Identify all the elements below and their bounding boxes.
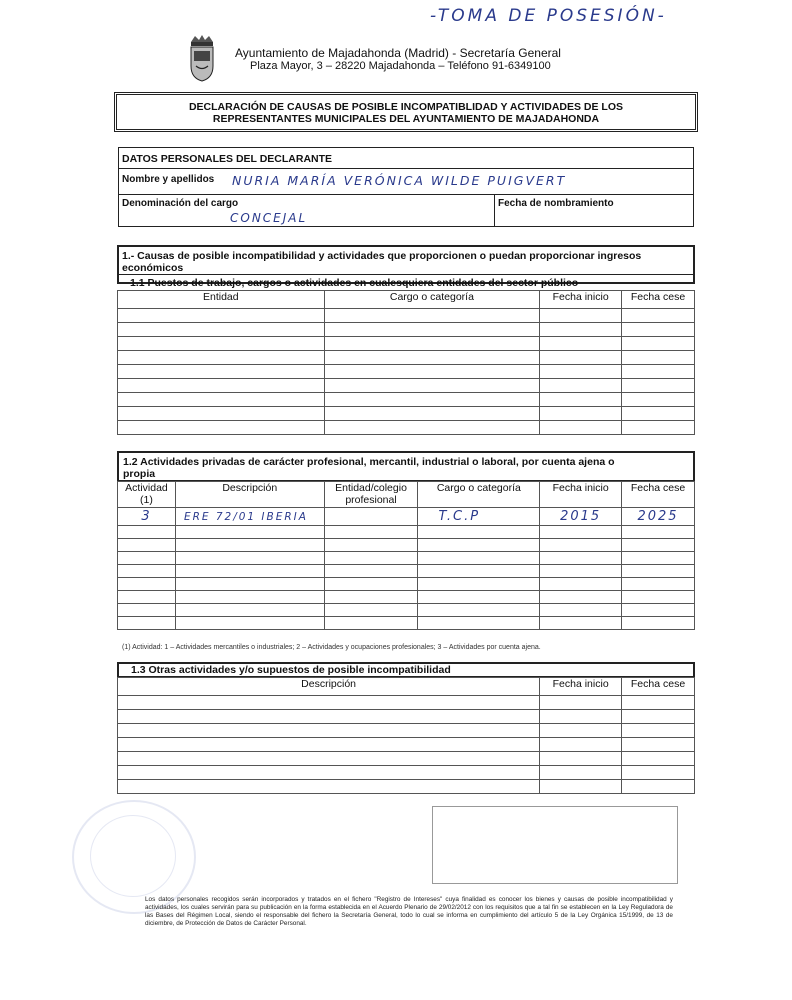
- section11-title-divider: [117, 274, 695, 275]
- header-line-2: Plaza Mayor, 3 – 28220 Majadahonda – Teléfono 91-6349100: [250, 60, 551, 72]
- section11-subtitle: 1.1 Puestos de trabajo, cargos o actividades en cualesquiera entidades del sector público: [130, 277, 579, 289]
- row1-inicio: 2015: [540, 508, 622, 526]
- table-row: [118, 766, 695, 780]
- doc-title-line-2: REPRESENTANTES MUNICIPALES DEL AYUNTAMIENTO DE MAJADAHONDA: [212, 113, 600, 125]
- table-row: [118, 365, 695, 379]
- section1-title-line-2: económicos: [122, 262, 184, 274]
- row1-cargo: T.C.P: [418, 508, 540, 526]
- col-header-cargo: Cargo o categoría: [418, 482, 540, 508]
- table-row: [118, 421, 695, 435]
- table-row: [118, 539, 695, 552]
- personal-name-divider: [118, 194, 694, 195]
- coat-of-arms-icon: [186, 34, 218, 82]
- table-row: [118, 678, 695, 696]
- table-row: [118, 752, 695, 766]
- table-row: [118, 696, 695, 710]
- table-row: [118, 291, 695, 309]
- table-row: [118, 578, 695, 591]
- table-row: [118, 351, 695, 365]
- table-row: [118, 407, 695, 421]
- handwritten-title: -TOMA DE POSESIÓN-: [430, 6, 667, 26]
- table-row: [118, 604, 695, 617]
- row1-actividad: 3: [118, 508, 176, 526]
- section13-title: 1.3 Otras actividades y/o supuestos de posible incompatibilidad: [131, 664, 451, 676]
- table-row: [118, 724, 695, 738]
- table-row: [118, 738, 695, 752]
- col-header-descripcion: Descripción: [118, 678, 540, 696]
- row1-cese: 2025: [622, 508, 695, 526]
- col-header-entidad: Entidad: [118, 291, 325, 309]
- cargo-value: CONCEJAL: [230, 211, 308, 225]
- table-row: [118, 379, 695, 393]
- name-value: NURIA MARÍA VERÓNICA WILDE PUIGVERT: [232, 173, 567, 188]
- col-header-cese: Fecha cese: [622, 678, 695, 696]
- table-row: [118, 591, 695, 604]
- table-row: [118, 526, 695, 539]
- cargo-label: Denominación del cargo: [122, 198, 239, 209]
- table-row: [118, 337, 695, 351]
- table-row: [118, 309, 695, 323]
- table-row: [118, 393, 695, 407]
- legal-note: Los datos personales recogidos serán incorporados y tratados en el fichero "Registro de Intereses" cuya finalidad es conocer los bienes y causas de posible incompatibilidad y actividades, los cuales servirán para su publicación en la forma establecida en el Acuerdo Plenario de 29/02/2012 con los requisitos que a tal fin se establecen en la Ley Reguladora de las Bases del Régimen Local, siendo el responsable del fichero la Secretaría General, todo lo cual se informa en cumplimiento del artículo 5 de la Ley Orgánica 15/1999, de 13 de diciembre, de Protección de Datos de Carácter Personal.: [145, 896, 673, 927]
- section12-table: [117, 481, 695, 630]
- personal-section-title: DATOS PERSONALES DEL DECLARANTE: [122, 153, 333, 165]
- col-header-inicio: Fecha inicio: [540, 678, 622, 696]
- col-header-entidad: Entidad/colegio profesional: [324, 482, 418, 508]
- signature-box: [432, 806, 678, 884]
- table-row: [118, 323, 695, 337]
- fecha-nombramiento-label: Fecha de nombramiento: [498, 198, 614, 209]
- personal-vertical-divider: [494, 194, 495, 227]
- col-header-descripcion: Descripción: [175, 482, 324, 508]
- section12-title-line-1: 1.2 Actividades privadas de carácter profesional, mercantil, industrial o laboral, por cuenta ajena o: [123, 456, 615, 468]
- section13-table: [117, 677, 695, 794]
- table-row: [118, 617, 695, 630]
- table-row: [118, 710, 695, 724]
- doc-title-line-1: DECLARACIÓN DE CAUSAS DE POSIBLE INCOMPATIBLIDAD Y ACTIVIDADES DE LOS: [188, 101, 624, 113]
- table-row: [118, 482, 695, 508]
- col-header-cese: Fecha cese: [622, 291, 695, 309]
- section11-table: [117, 290, 695, 435]
- section12-footnote: (1) Actividad: 1 – Actividades mercantiles o industriales; 2 – Actividades y ocupaciones profesionales; 3 – Actividades por cuenta ajena.: [122, 644, 541, 651]
- col-header-cese: Fecha cese: [622, 482, 695, 508]
- header-line-1: Ayuntamiento de Majadahonda (Madrid) - Secretaría General: [235, 46, 561, 60]
- col-header-inicio: Fecha inicio: [540, 291, 622, 309]
- col-header-actividad: Actividad (1): [118, 482, 176, 508]
- table-row: [118, 565, 695, 578]
- row1-descripcion: ERE 72/01 IBERIA: [175, 508, 324, 526]
- col-header-inicio: Fecha inicio: [540, 482, 622, 508]
- personal-header-divider: [118, 168, 694, 169]
- section12-title-line-2: propia: [123, 468, 156, 480]
- section1-title-line-1: 1.- Causas de posible incompatibilidad y actividades que proporcionen o puedan proporcionar ingresos: [122, 250, 642, 262]
- table-row: [118, 780, 695, 794]
- col-header-cargo: Cargo o categoría: [324, 291, 540, 309]
- name-label: Nombre y apellidos: [122, 174, 215, 185]
- table-row: [118, 552, 695, 565]
- faded-stamp-inner: [90, 815, 176, 897]
- table-row: [118, 508, 695, 526]
